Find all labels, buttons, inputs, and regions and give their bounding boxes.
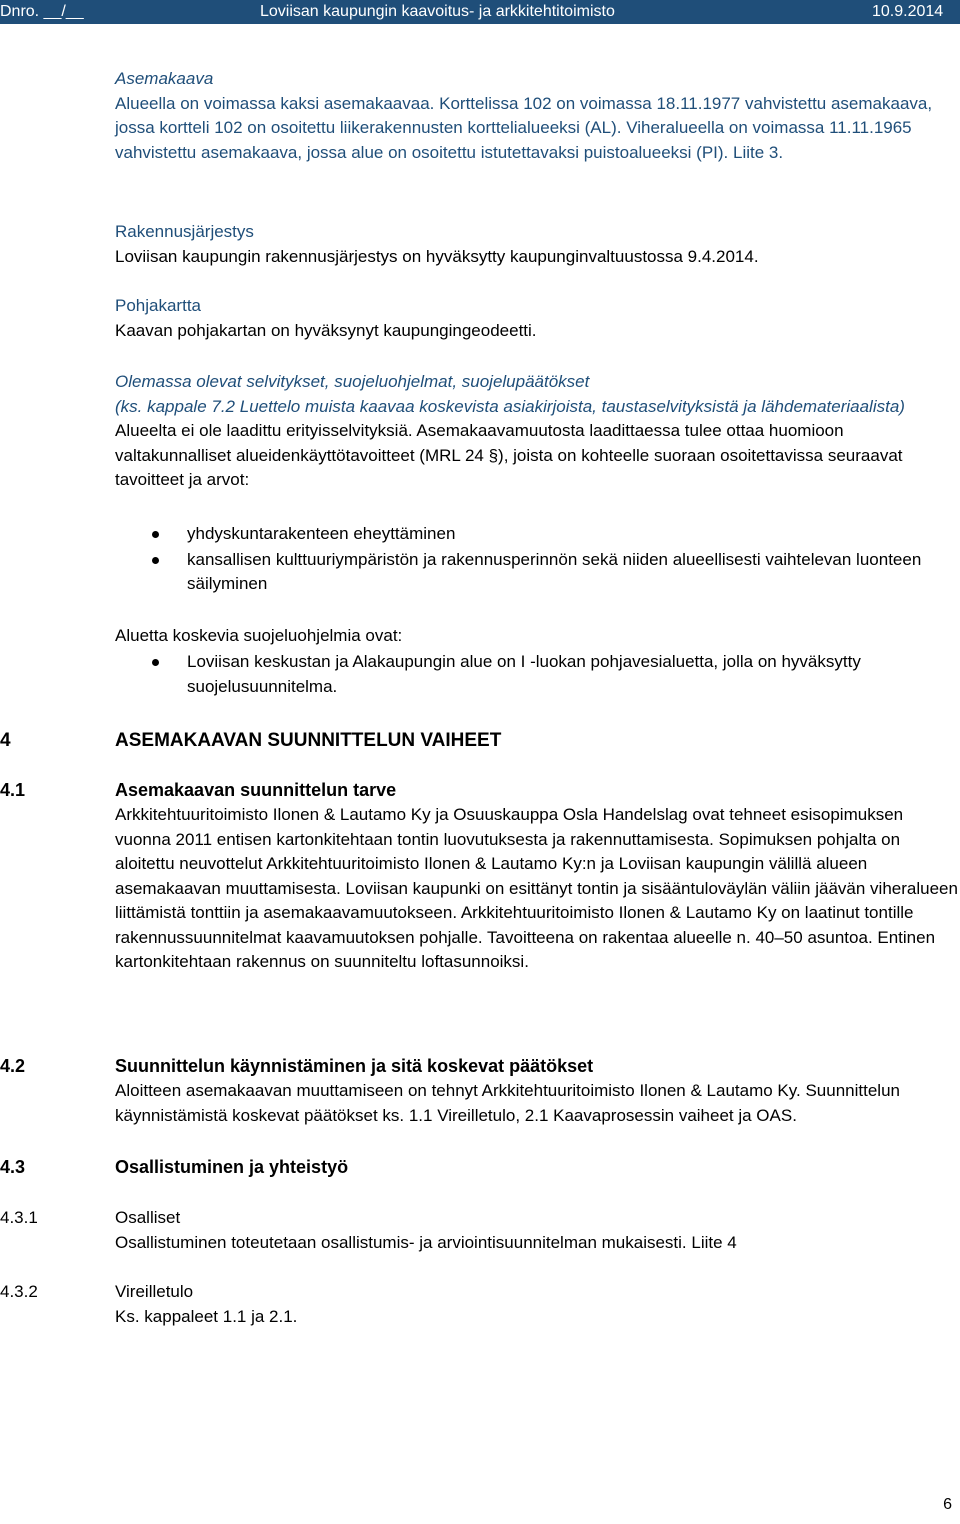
- section-4-1-text: Arkkitehtuuritoimisto Ilonen & Lautamo Ky ja Osuuskauppa Osla Handelslag ovat tehneet esisopimuksen vuonna 2011 entisen kartonkitehtaan tontin luovutuksesta ja rakennuttamisesta. Sopimuksen pohjalta on aloitettu neuvottelut Arkkitehtuuritoimisto Ilonen & Lautamo Ky:n ja Loviisan kaupungin välillä alueen asemakaavan muuttamisesta. Loviisan kaupunki on esittänyt tontin ja sisääntuloväylän väliin jäävän viheralueen liittämistä tonttiin ja asemakaavamuutokseen. Arkkitehtuuritoimisto Ilonen & Lautamo Ky on laatinut tontille rakennussuunnitelmat kaavamuutoksen pohjalle. Tavoitteena on rakentaa alueelle n. 40–50 asuntoa. Entinen kartonkitehtaan rakennus on suunniteltu loftasunnoiksi.: [115, 805, 958, 971]
- rakennusjarjestys-block: [115, 220, 960, 269]
- section-4-3-1-title: Osalliset: [115, 1208, 181, 1227]
- protection-intro: Aluetta koskevia suojeluohjelmia ovat:: [115, 626, 403, 645]
- asemakaava-text: Alueella on voimassa kaksi asemakaavaa. Korttelissa 102 on voimassa 18.11.1977 vahvistettu asemakaava, jossa kortteli 102 on osoitettu liikerakennusten korttelialueeksi (AL). Viheralueella on voimassa 11.11.1965 vahvistettu asemakaava, jossa alue on osoitettu istutettavaksi puistoalueeksi (PI). Liite 3.: [115, 93, 933, 162]
- pohjakartta-block: [115, 294, 960, 343]
- header-date: 10.9.2014: [872, 3, 944, 20]
- page-header: [0, 0, 960, 24]
- page-number: 6: [943, 1496, 952, 1513]
- goals-list: [115, 522, 960, 597]
- section-4-3-2-text: Ks. kappaleet 1.1 ja 2.1.: [115, 1306, 298, 1326]
- section-4-2-text: Aloitteen asemakaavan muuttamiseen on tehnyt Arkkitehtuuritoimisto Ilonen & Lautamo Ky. Suunnittelun käynnistämistä koskevat päätökset ks. 1.1 Vireilletulo, 2.1 Kaavaprosessin vaiheet ja OAS.: [115, 1081, 900, 1125]
- selvitykset-text: Alueelta ei ole laadittu erityisselvityksiä. Asemakaavamuutosta laadittaessa tulee ottaa huomioon valtakunnalliset alueidenkäyttötavoitteet (MRL 24 §), joista on kohteelle suoraan osoitettavissa seuraavat tavoitteet ja arvot:: [115, 421, 903, 489]
- selvitykset-heading: Olemassa olevat selvitykset, suojeluohjelmat, suojelupäätökset: [115, 372, 590, 391]
- rakennusjarjestys-text: Loviisan kaupungin rakennusjärjestys on hyväksytty kaupunginvaltuustossa 9.4.2014.: [115, 246, 759, 266]
- selvitykset-block: [115, 370, 960, 493]
- header-dnro: Dnro. __/__: [0, 3, 84, 20]
- pohjakartta-text: Kaavan pohjakartan on hyväksynyt kaupungingeodeetti.: [115, 320, 537, 340]
- pohjakartta-heading: Pohjakartta: [115, 296, 201, 315]
- bullet-icon: [152, 531, 159, 538]
- rakennusjarjestys-heading: Rakennusjärjestys: [115, 222, 254, 241]
- section-4-3-2-title: Vireilletulo: [115, 1282, 194, 1301]
- asemakaava-block: [115, 67, 960, 165]
- list-item: Loviisan keskustan ja Alakaupungin alue on I -luokan pohjavesialuetta, jolla on hyväksytty suojelusuunnitelma.: [115, 650, 960, 699]
- header-office: Loviisan kaupungin kaavoitus- ja arkkitehtitoimisto: [260, 3, 615, 20]
- asemakaava-heading: Asemakaava: [115, 69, 214, 88]
- protection-list: [115, 650, 960, 699]
- selvitykset-subheading: (ks. kappale 7.2 Luettelo muista kaavaa koskevista asiakirjoista, taustaselvityksistä ja lähdemateriaalista): [115, 396, 905, 416]
- bullet-icon: [152, 557, 159, 564]
- list-item: kansallisen kulttuuriympäristön ja rakennusperinnön sekä niiden alueellisesti vaihtelevan luonteen säilyminen: [115, 548, 960, 597]
- list-item: yhdyskuntarakenteen eheyttäminen: [115, 522, 960, 547]
- section-4-3-1-text: Osallistuminen toteutetaan osallistumis- ja arviointisuunnitelman mukaisesti. Liite 4: [115, 1232, 737, 1252]
- bullet-icon: [152, 659, 159, 666]
